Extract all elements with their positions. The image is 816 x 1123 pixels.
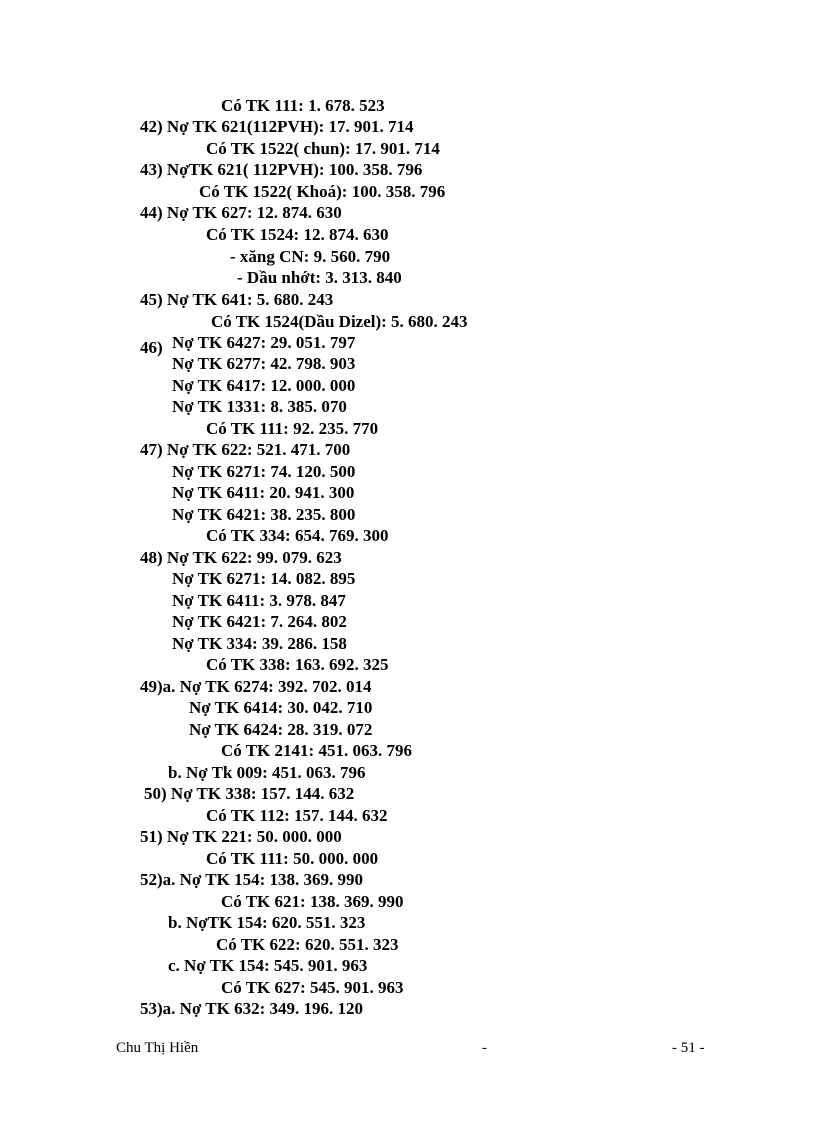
entry-line: Có TK 2141: 451. 063. 796	[221, 741, 412, 760]
entry-line: Nợ TK 6277: 42. 798. 903	[172, 354, 356, 373]
entry-line: Có TK 627: 545. 901. 963	[221, 978, 404, 997]
entry-line: Nợ TK 6414: 30. 042. 710	[189, 698, 373, 717]
entry-line: c. Nợ TK 154: 545. 901. 963	[168, 956, 368, 975]
entry-line: Nợ TK 1331: 8. 385. 070	[172, 397, 347, 416]
entry-line: - xăng CN: 9. 560. 790	[230, 247, 391, 266]
entry-line: Có TK 1524(Dầu Dizel): 5. 680. 243	[211, 312, 468, 331]
entry-line: Có TK 334: 654. 769. 300	[206, 526, 389, 545]
entry-line: Nợ TK 6421: 38. 235. 800	[172, 505, 356, 524]
entry-line: 47) Nợ TK 622: 521. 471. 700	[140, 440, 351, 459]
entry-line: Có TK 1524: 12. 874. 630	[206, 225, 389, 244]
entry-line: 42) Nợ TK 621(112PVH): 17. 901. 714	[140, 117, 414, 136]
entry-line: 53)a. Nợ TK 632: 349. 196. 120	[140, 999, 364, 1018]
entry-line: Nợ TK 6271: 14. 082. 895	[172, 569, 356, 588]
entry-line: 51) Nợ TK 221: 50. 000. 000	[140, 827, 342, 846]
entry-line: Nợ TK 6411: 3. 978. 847	[172, 591, 346, 610]
entry-line: b. Nợ Tk 009: 451. 063. 796	[168, 763, 366, 782]
entry-line: Nợ TK 6271: 74. 120. 500	[172, 462, 356, 481]
entry-line: 48) Nợ TK 622: 99. 079. 623	[140, 548, 342, 567]
entry-line: 49)a. Nợ TK 6274: 392. 702. 014	[140, 677, 372, 696]
footer-page-number: - 51 -	[672, 1040, 705, 1056]
entry-line: 46)	[140, 338, 163, 357]
entry-line: Nợ TK 6421: 7. 264. 802	[172, 612, 347, 631]
entry-line: Nợ TK 6417: 12. 000. 000	[172, 376, 356, 395]
entry-line: Nợ TK 6424: 28. 319. 072	[189, 720, 373, 739]
entry-line: 52)a. Nợ TK 154: 138. 369. 990	[140, 870, 364, 889]
entry-line: Có TK 1522( Khoá): 100. 358. 796	[199, 182, 446, 201]
entry-line: Có TK 111: 92. 235. 770	[206, 419, 379, 438]
entry-line: Có TK 621: 138. 369. 990	[221, 892, 404, 911]
entry-line: 50) Nợ TK 338: 157. 144. 632	[144, 784, 355, 803]
entry-line: - Dầu nhớt: 3. 313. 840	[237, 268, 402, 287]
entry-line: Có TK 112: 157. 144. 632	[206, 806, 388, 825]
entry-line: Có TK 111: 1. 678. 523	[221, 96, 385, 115]
entry-line: Có TK 111: 50. 000. 000	[206, 849, 379, 868]
entry-line: 45) Nợ TK 641: 5. 680. 243	[140, 290, 334, 309]
footer-author: Chu Thị Hiền	[116, 1040, 199, 1056]
entry-line: 43) NợTK 621( 112PVH): 100. 358. 796	[140, 160, 423, 179]
footer-separator: -	[482, 1040, 487, 1056]
entry-line: Nợ TK 6411: 20. 941. 300	[172, 483, 355, 502]
entry-line: Có TK 1522( chun): 17. 901. 714	[206, 139, 440, 158]
entry-line: Có TK 622: 620. 551. 323	[216, 935, 399, 954]
entry-line: Nợ TK 334: 39. 286. 158	[172, 634, 347, 653]
entry-line: Nợ TK 6427: 29. 051. 797	[172, 333, 356, 352]
entry-line: 44) Nợ TK 627: 12. 874. 630	[140, 203, 342, 222]
entry-line: b. NợTK 154: 620. 551. 323	[168, 913, 366, 932]
entry-line: Có TK 338: 163. 692. 325	[206, 655, 389, 674]
